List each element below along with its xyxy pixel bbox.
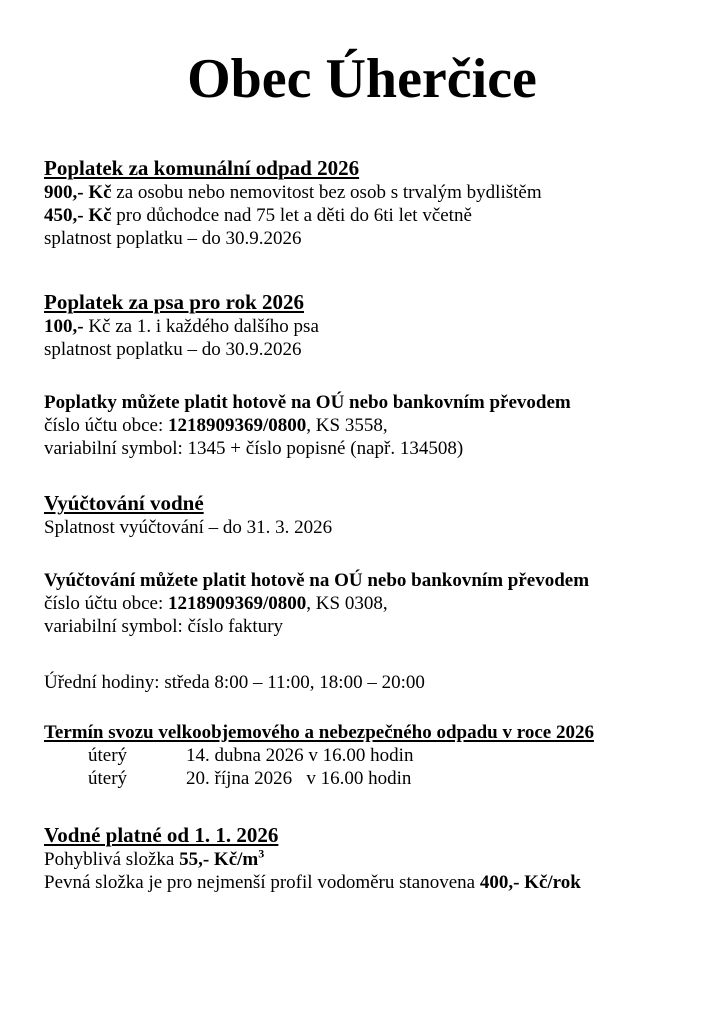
- page-title: Obec Úherčice: [187, 48, 537, 110]
- water-payment-section: [44, 569, 704, 638]
- water-billing-due: Splatnost vyúčtování – do 31. 3. 2026: [44, 517, 333, 538]
- waste-fee-text-1: za osobu nebo nemovitost bez osob s trvalým bydlištěm: [111, 182, 542, 203]
- dog-fee-section: [44, 289, 704, 361]
- fee-account-line: [44, 414, 704, 437]
- water-variable-symbol: variabilní symbol: číslo faktury: [44, 616, 284, 637]
- dog-fee-text: Kč za 1. i každého dalšího psa: [83, 316, 319, 337]
- dog-fee-due: splatnost poplatku – do 30.9.2026: [44, 339, 302, 360]
- collection-date: 14. dubna 2026 v 16.00 hodin: [186, 745, 414, 766]
- fixed-component-label: Pevná složka je pro nejmenší profil vodoměru stanovena: [44, 872, 480, 893]
- waste-fee-text-2: pro důchodce nad 75 let a děti do 6ti let včetně: [111, 205, 472, 226]
- waste-fee-line-2: [44, 204, 704, 227]
- water-account-label: číslo účtu obce:: [44, 593, 168, 614]
- fee-variable-symbol: variabilní symbol: 1345 + číslo popisné (např. 134508): [44, 438, 464, 459]
- water-price-variable: [44, 848, 704, 871]
- water-price-fixed: [44, 871, 704, 894]
- fee-account-number: 1218909369/0800: [168, 415, 307, 436]
- collection-heading: Termín svozu velkoobjemového a nebezpečného odpadu v roce 2026: [44, 722, 594, 743]
- dog-fee-line: [44, 315, 704, 338]
- variable-component-label: Pohyblivá složka: [44, 849, 180, 870]
- fee-payment-heading: Poplatky můžete platit hotově na OÚ nebo bankovním převodem: [44, 392, 571, 413]
- collection-date-row: [44, 767, 704, 790]
- waste-fee-due: splatnost poplatku – do 30.9.2026: [44, 228, 302, 249]
- office-hours: Úřední hodiny: středa 8:00 – 11:00, 18:00 – 20:00: [44, 672, 425, 693]
- water-account-number: 1218909369/0800: [168, 593, 307, 614]
- dog-fee-amount: 100,-: [44, 316, 84, 337]
- waste-fee-amount-1: 900,- Kč: [44, 182, 112, 203]
- water-price-section: [44, 822, 704, 894]
- dog-fee-heading: Poplatek za psa pro rok 2026: [44, 290, 304, 314]
- water-price-heading: Vodné platné od 1. 1. 2026: [44, 823, 279, 847]
- collection-day: úterý: [88, 768, 128, 789]
- fixed-component-amount: 400,- Kč/rok: [479, 872, 581, 893]
- variable-component-amount: 55,- Kč/m: [179, 849, 259, 870]
- collection-date-row: [44, 744, 704, 767]
- water-billing-heading: Vyúčtování vodné: [44, 491, 204, 515]
- water-account-suffix: , KS 0308,: [306, 593, 388, 614]
- fee-account-suffix: , KS 3558,: [306, 415, 388, 436]
- waste-fee-line-1: [44, 181, 704, 204]
- office-hours-section: [44, 671, 704, 694]
- waste-fee-amount-2: 450,- Kč: [44, 205, 112, 226]
- waste-fee-section: [44, 155, 704, 250]
- cubic-exponent: 3: [258, 846, 265, 861]
- fee-account-label: číslo účtu obce:: [44, 415, 168, 436]
- water-payment-heading: Vyúčtování můžete platit hotově na OÚ nebo bankovním převodem: [44, 570, 590, 591]
- fee-payment-section: [44, 391, 704, 460]
- collection-section: [44, 721, 704, 790]
- water-billing-section: [44, 490, 704, 539]
- waste-fee-heading: Poplatek za komunální odpad 2026: [44, 156, 360, 180]
- water-account-line: [44, 592, 704, 615]
- collection-date: 20. října 2026 v 16.00 hodin: [186, 768, 412, 789]
- collection-day: úterý: [88, 745, 128, 766]
